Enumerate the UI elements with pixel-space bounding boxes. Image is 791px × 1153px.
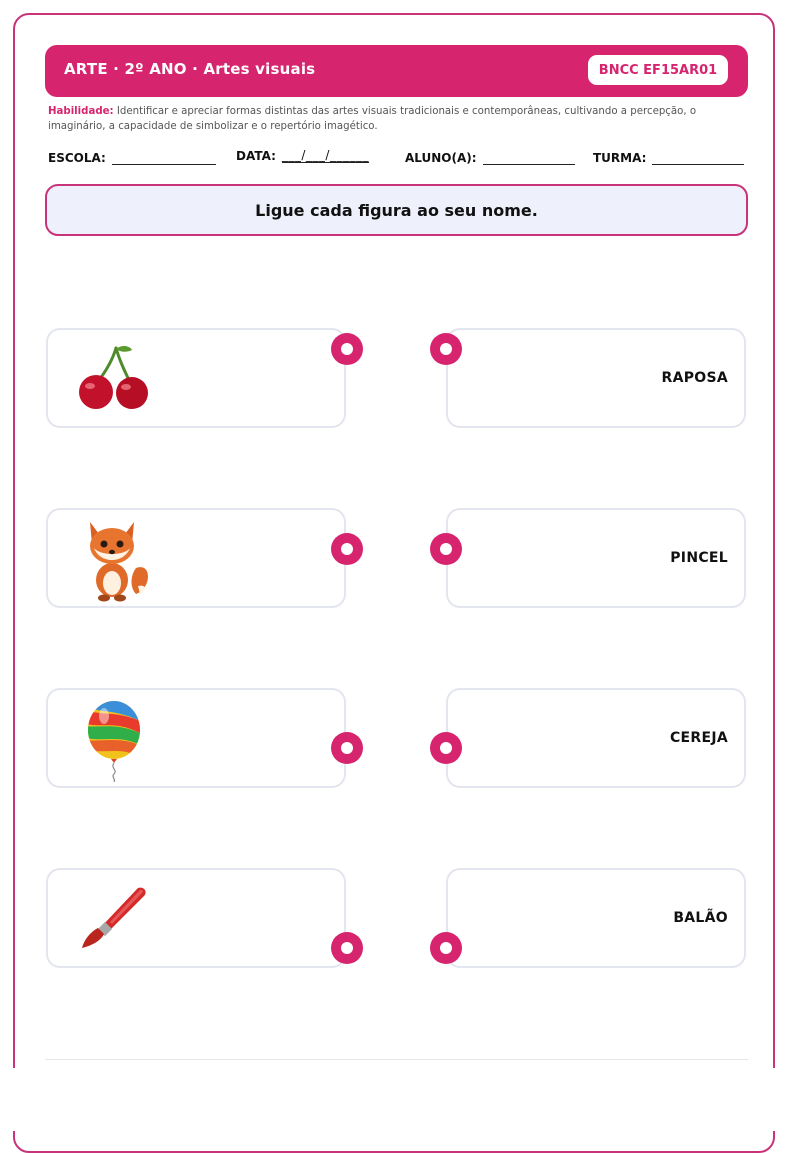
header-title: ARTE · 2º ANO · Artes visuais bbox=[64, 60, 316, 78]
habilidade-description: Identificar e apreciar formas distintas das artes visuais tradicionais e contemporâneas, cultivando a percepção, o imaginário, a capacidade de simbolizar e o repertório imagético. bbox=[48, 106, 697, 132]
figure-connector-dot[interactable] bbox=[331, 732, 363, 764]
data-label: DATA: bbox=[236, 149, 276, 163]
figure-card bbox=[46, 508, 346, 608]
data-blank[interactable]: ___/___/______ bbox=[281, 148, 369, 162]
word-label: PINCEL bbox=[670, 550, 728, 566]
word-connector-dot[interactable] bbox=[430, 732, 462, 764]
header-banner bbox=[45, 45, 748, 97]
data-field[interactable] bbox=[236, 148, 369, 163]
turma-label: TURMA: bbox=[593, 151, 647, 165]
student-info-fields bbox=[48, 148, 748, 170]
aluno-field[interactable] bbox=[405, 148, 575, 165]
turma-field[interactable] bbox=[593, 148, 744, 165]
escola-line[interactable] bbox=[112, 148, 216, 165]
balloon-icon bbox=[86, 700, 142, 782]
word-connector-dot[interactable] bbox=[430, 533, 462, 565]
footer-divider bbox=[45, 1059, 748, 1060]
word-label: CEREJA bbox=[669, 730, 728, 746]
figure-connector-dot[interactable] bbox=[331, 533, 363, 565]
turma-line[interactable] bbox=[652, 148, 744, 165]
bncc-code-badge: BNCC EF15AR01 bbox=[588, 55, 728, 85]
aluno-label: ALUNO(A): bbox=[405, 151, 477, 165]
figure-connector-dot[interactable] bbox=[331, 932, 363, 964]
word-label: RAPOSA bbox=[661, 370, 728, 386]
instruction-box bbox=[45, 184, 748, 236]
aluno-line[interactable] bbox=[483, 148, 575, 165]
word-card bbox=[446, 688, 746, 788]
escola-field[interactable] bbox=[48, 148, 216, 165]
word-connector-dot[interactable] bbox=[430, 932, 462, 964]
fox-icon bbox=[78, 518, 152, 602]
figure-card bbox=[46, 328, 346, 428]
habilidade-text bbox=[48, 104, 748, 134]
word-card bbox=[446, 508, 746, 608]
figure-card bbox=[46, 688, 346, 788]
habilidade-label: Habilidade: bbox=[48, 106, 114, 117]
word-connector-dot[interactable] bbox=[430, 333, 462, 365]
word-card bbox=[446, 868, 746, 968]
cherry-icon bbox=[76, 344, 152, 410]
figure-connector-dot[interactable] bbox=[331, 333, 363, 365]
figure-card bbox=[46, 868, 346, 968]
page-bottom-margin bbox=[0, 1068, 791, 1131]
word-label: BALÃO bbox=[673, 910, 728, 926]
paintbrush-icon bbox=[78, 884, 152, 952]
word-card bbox=[446, 328, 746, 428]
escola-label: ESCOLA: bbox=[48, 151, 106, 165]
instruction-text: Ligue cada figura ao seu nome. bbox=[255, 200, 538, 220]
